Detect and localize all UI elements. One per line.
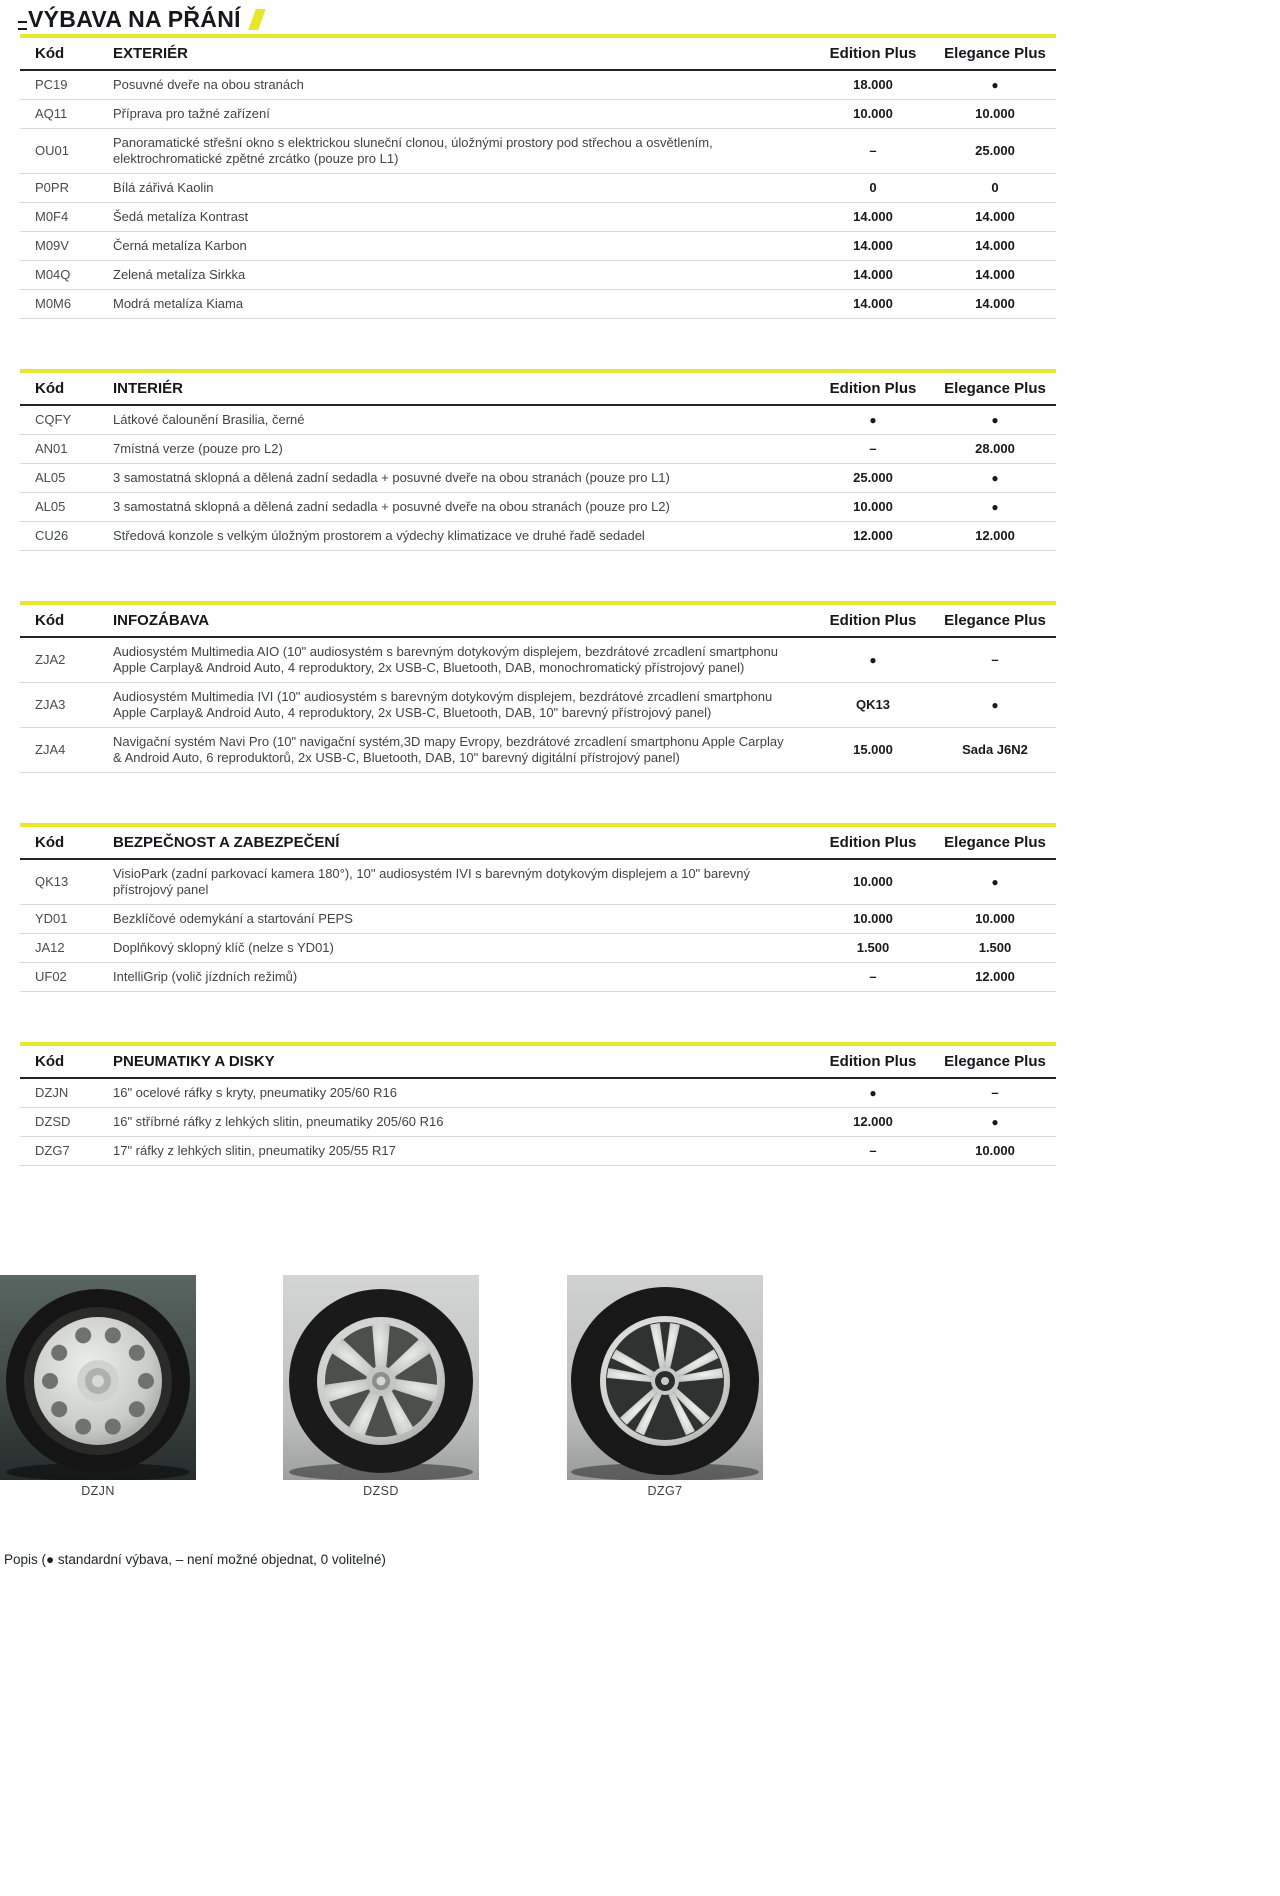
table-row — [20, 464, 1056, 493]
column-header-edition-plus: Edition Plus — [812, 825, 934, 859]
section-header-pneumatiky: PNEUMATIKY A DISKY — [113, 1044, 812, 1078]
options-table-interier — [20, 369, 1056, 551]
legend-text: Popis (● standardní výbava, – není možné objednat, 0 volitelné) — [4, 1552, 386, 1567]
option-code: M0M6 — [20, 290, 113, 319]
edition-plus-value: 14.000 — [812, 232, 934, 261]
alloy-wheel-image — [283, 1275, 479, 1480]
wheel-photo-dzg7 — [567, 1275, 763, 1515]
option-description: Zelená metalíza Sirkka — [113, 261, 812, 290]
elegance-plus-value: ● — [934, 464, 1056, 493]
edition-plus-value: 12.000 — [812, 1108, 934, 1137]
edition-plus-value: 1.500 — [812, 934, 934, 963]
options-table-pneumatiky — [20, 1042, 1056, 1166]
elegance-plus-value: – — [934, 637, 1056, 683]
edition-plus-value: ● — [812, 1078, 934, 1108]
elegance-plus-value: 12.000 — [934, 522, 1056, 551]
option-code: DZJN — [20, 1078, 113, 1108]
option-description: Audiosystém Multimedia AIO (10" audiosystém s barevným dotykovým displejem, bezdrátové zrcadlení smartphonu Apple Carplay& Android Auto, 4 reproduktory, 2x USB-C, Bluetooth, DAB, monochromatický přístrojový panel) — [113, 637, 812, 683]
table-row — [20, 435, 1056, 464]
table-row — [20, 683, 1056, 728]
edition-plus-value: 14.000 — [812, 261, 934, 290]
wheel-photo-dzjn — [0, 1275, 196, 1515]
table-row — [20, 905, 1056, 934]
option-code: AN01 — [20, 435, 113, 464]
wheel-label-dzsd: DZSD — [363, 1484, 399, 1498]
tables-region — [0, 34, 1280, 1166]
elegance-plus-value: 14.000 — [934, 261, 1056, 290]
table-row — [20, 261, 1056, 290]
option-code: AL05 — [20, 464, 113, 493]
column-header-code: Kód — [20, 371, 113, 405]
column-header-code: Kód — [20, 825, 113, 859]
option-description: 17" ráfky z lehkých slitin, pneumatiky 205/55 R17 — [113, 1137, 812, 1166]
elegance-plus-value: ● — [934, 859, 1056, 905]
options-table-exterier — [20, 34, 1056, 319]
column-header-edition-plus: Edition Plus — [812, 36, 934, 70]
wheel-label-dzg7: DZG7 — [647, 1484, 683, 1498]
option-description: 3 samostatná sklopná a dělená zadní sedadla + posuvné dveře na obou stranách (pouze pro L1) — [113, 464, 812, 493]
edition-plus-value: 10.000 — [812, 859, 934, 905]
column-header-edition-plus: Edition Plus — [812, 1044, 934, 1078]
option-code: QK13 — [20, 859, 113, 905]
option-description: Černá metalíza Karbon — [113, 232, 812, 261]
table-row — [20, 1078, 1056, 1108]
option-code: M04Q — [20, 261, 113, 290]
elegance-plus-value: 14.000 — [934, 203, 1056, 232]
edition-plus-value: 25.000 — [812, 464, 934, 493]
column-header-edition-plus: Edition Plus — [812, 371, 934, 405]
elegance-plus-value: 14.000 — [934, 232, 1056, 261]
option-code: ZJA2 — [20, 637, 113, 683]
elegance-plus-value: Sada J6N2 — [934, 728, 1056, 773]
option-code: CU26 — [20, 522, 113, 551]
edition-plus-value: 12.000 — [812, 522, 934, 551]
section-header-infozabava: INFOZÁBAVA — [113, 603, 812, 637]
page-header — [0, 0, 1280, 32]
header-row-infozabava — [20, 603, 1056, 637]
table-row — [20, 1137, 1056, 1166]
table-row — [20, 637, 1056, 683]
column-header-elegance-plus: Elegance Plus — [934, 603, 1056, 637]
column-header-code: Kód — [20, 1044, 113, 1078]
option-code: M0F4 — [20, 203, 113, 232]
column-header-elegance-plus: Elegance Plus — [934, 36, 1056, 70]
edition-plus-value: 10.000 — [812, 493, 934, 522]
option-description: Panoramatické střešní okno s elektrickou sluneční clonou, úložnými prostory pod střechou a osvětlením, elektrochromatické zpětné zrcátko (pouze pro L1) — [113, 129, 812, 174]
option-description: Navigační systém Navi Pro (10" navigační systém,3D mapy Evropy, bezdrátové zrcadlení smartphonu Apple Carplay & Android Auto, 6 reproduktorů, 2x USB-C, Bluetooth, DAB, 10" barevný digitální přístrojový panel) — [113, 728, 812, 773]
header-row-exterier — [20, 36, 1056, 70]
two-tone-alloy-wheel-image — [567, 1275, 763, 1480]
table-row — [20, 859, 1056, 905]
option-code: DZSD — [20, 1108, 113, 1137]
table-row — [20, 1108, 1056, 1137]
edition-plus-value: ● — [812, 405, 934, 435]
option-description: 16" ocelové ráfky s kryty, pneumatiky 205/60 R16 — [113, 1078, 812, 1108]
edition-plus-value: – — [812, 129, 934, 174]
option-code: YD01 — [20, 905, 113, 934]
table-row — [20, 100, 1056, 129]
edition-plus-value: 10.000 — [812, 905, 934, 934]
elegance-plus-value: ● — [934, 1108, 1056, 1137]
edition-plus-value: 14.000 — [812, 203, 934, 232]
option-description: Bílá zářivá Kaolin — [113, 174, 812, 203]
options-table-infozabava — [20, 601, 1056, 773]
elegance-plus-value: 10.000 — [934, 905, 1056, 934]
table-row — [20, 522, 1056, 551]
table-row — [20, 934, 1056, 963]
elegance-plus-value: 28.000 — [934, 435, 1056, 464]
option-description: VisioPark (zadní parkovací kamera 180°), 10" audiosystém IVI s barevným dotykovým displejem a 10" barevný přístrojový panel — [113, 859, 812, 905]
section-header-exterier: EXTERIÉR — [113, 36, 812, 70]
column-header-elegance-plus: Elegance Plus — [934, 825, 1056, 859]
table-row — [20, 70, 1056, 100]
option-description: Bezklíčové odemykání a startování PEPS — [113, 905, 812, 934]
option-description: IntelliGrip (volič jízdních režimů) — [113, 963, 812, 992]
column-header-elegance-plus: Elegance Plus — [934, 371, 1056, 405]
table-row — [20, 405, 1056, 435]
edition-plus-value: 18.000 — [812, 70, 934, 100]
options-table-bezpecnost — [20, 823, 1056, 992]
elegance-plus-value: 1.500 — [934, 934, 1056, 963]
option-description: Doplňkový sklopný klíč (nelze s YD01) — [113, 934, 812, 963]
table-row — [20, 290, 1056, 319]
column-header-code: Kód — [20, 603, 113, 637]
edition-plus-value: 0 — [812, 174, 934, 203]
edition-plus-value: QK13 — [812, 683, 934, 728]
option-description: 16" stříbrné ráfky z lehkých slitin, pneumatiky 205/60 R16 — [113, 1108, 812, 1137]
option-description: Látkové čalounění Brasilia, černé — [113, 405, 812, 435]
elegance-plus-value: ● — [934, 683, 1056, 728]
column-header-elegance-plus: Elegance Plus — [934, 1044, 1056, 1078]
option-code: UF02 — [20, 963, 113, 992]
elegance-plus-value: – — [934, 1078, 1056, 1108]
edition-plus-value: – — [812, 963, 934, 992]
elegance-plus-value: 14.000 — [934, 290, 1056, 319]
elegance-plus-value: ● — [934, 70, 1056, 100]
table-row — [20, 129, 1056, 174]
column-header-code: Kód — [20, 36, 113, 70]
edition-plus-value: – — [812, 1137, 934, 1166]
option-code: P0PR — [20, 174, 113, 203]
option-code: M09V — [20, 232, 113, 261]
section-header-interier: INTERIÉR — [113, 371, 812, 405]
edition-plus-value: ● — [812, 637, 934, 683]
section-header-bezpecnost: BEZPEČNOST A ZABEZPEČENÍ — [113, 825, 812, 859]
wheel-label-dzjn: DZJN — [81, 1484, 115, 1498]
edition-plus-value: 14.000 — [812, 290, 934, 319]
table-row — [20, 728, 1056, 773]
option-description: Modrá metalíza Kiama — [113, 290, 812, 319]
option-code: OU01 — [20, 129, 113, 174]
wheel-photo-dzsd — [283, 1275, 479, 1515]
header-row-bezpecnost — [20, 825, 1056, 859]
page-title: VÝBAVA NA PŘÁNÍ — [28, 5, 241, 32]
option-description: 3 samostatná sklopná a dělená zadní sedadla + posuvné dveře na obou stranách (pouze pro L2) — [113, 493, 812, 522]
elegance-plus-value: 12.000 — [934, 963, 1056, 992]
elegance-plus-value: 25.000 — [934, 129, 1056, 174]
option-description: Audiosystém Multimedia IVI (10" audiosystém s barevným dotykovým displejem, bezdrátové zrcadlení smartphonu Apple Carplay& Android Auto, 4 reproduktory, 2x USB-C, Bluetooth, DAB, 10" barevný přístrojový panel) — [113, 683, 812, 728]
table-row — [20, 174, 1056, 203]
option-description: Středová konzole s velkým úložným prostorem a výdechy klimatizace ve druhé řadě sedadel — [113, 522, 812, 551]
elegance-plus-value: 10.000 — [934, 100, 1056, 129]
steel-wheel-image — [0, 1275, 196, 1480]
option-description: 7místná verze (pouze pro L2) — [113, 435, 812, 464]
option-code: AL05 — [20, 493, 113, 522]
elegance-plus-value: ● — [934, 405, 1056, 435]
option-code: PC19 — [20, 70, 113, 100]
option-description: Šedá metalíza Kontrast — [113, 203, 812, 232]
table-row — [20, 493, 1056, 522]
elegance-plus-value: 0 — [934, 174, 1056, 203]
option-description: Příprava pro tažné zařízení — [113, 100, 812, 129]
edition-plus-value: – — [812, 435, 934, 464]
option-description: Posuvné dveře na obou stranách — [113, 70, 812, 100]
column-header-edition-plus: Edition Plus — [812, 603, 934, 637]
wheel-gallery — [0, 1275, 1280, 1525]
table-row — [20, 232, 1056, 261]
yellow-slash-icon — [248, 9, 266, 30]
option-code: DZG7 — [20, 1137, 113, 1166]
equals-mark-icon — [18, 21, 27, 30]
edition-plus-value: 10.000 — [812, 100, 934, 129]
option-code: ZJA3 — [20, 683, 113, 728]
header-row-interier — [20, 371, 1056, 405]
elegance-plus-value: ● — [934, 493, 1056, 522]
option-code: JA12 — [20, 934, 113, 963]
table-row — [20, 203, 1056, 232]
option-code: CQFY — [20, 405, 113, 435]
table-row — [20, 963, 1056, 992]
edition-plus-value: 15.000 — [812, 728, 934, 773]
option-code: AQ11 — [20, 100, 113, 129]
header-row-pneumatiky — [20, 1044, 1056, 1078]
elegance-plus-value: 10.000 — [934, 1137, 1056, 1166]
option-code: ZJA4 — [20, 728, 113, 773]
